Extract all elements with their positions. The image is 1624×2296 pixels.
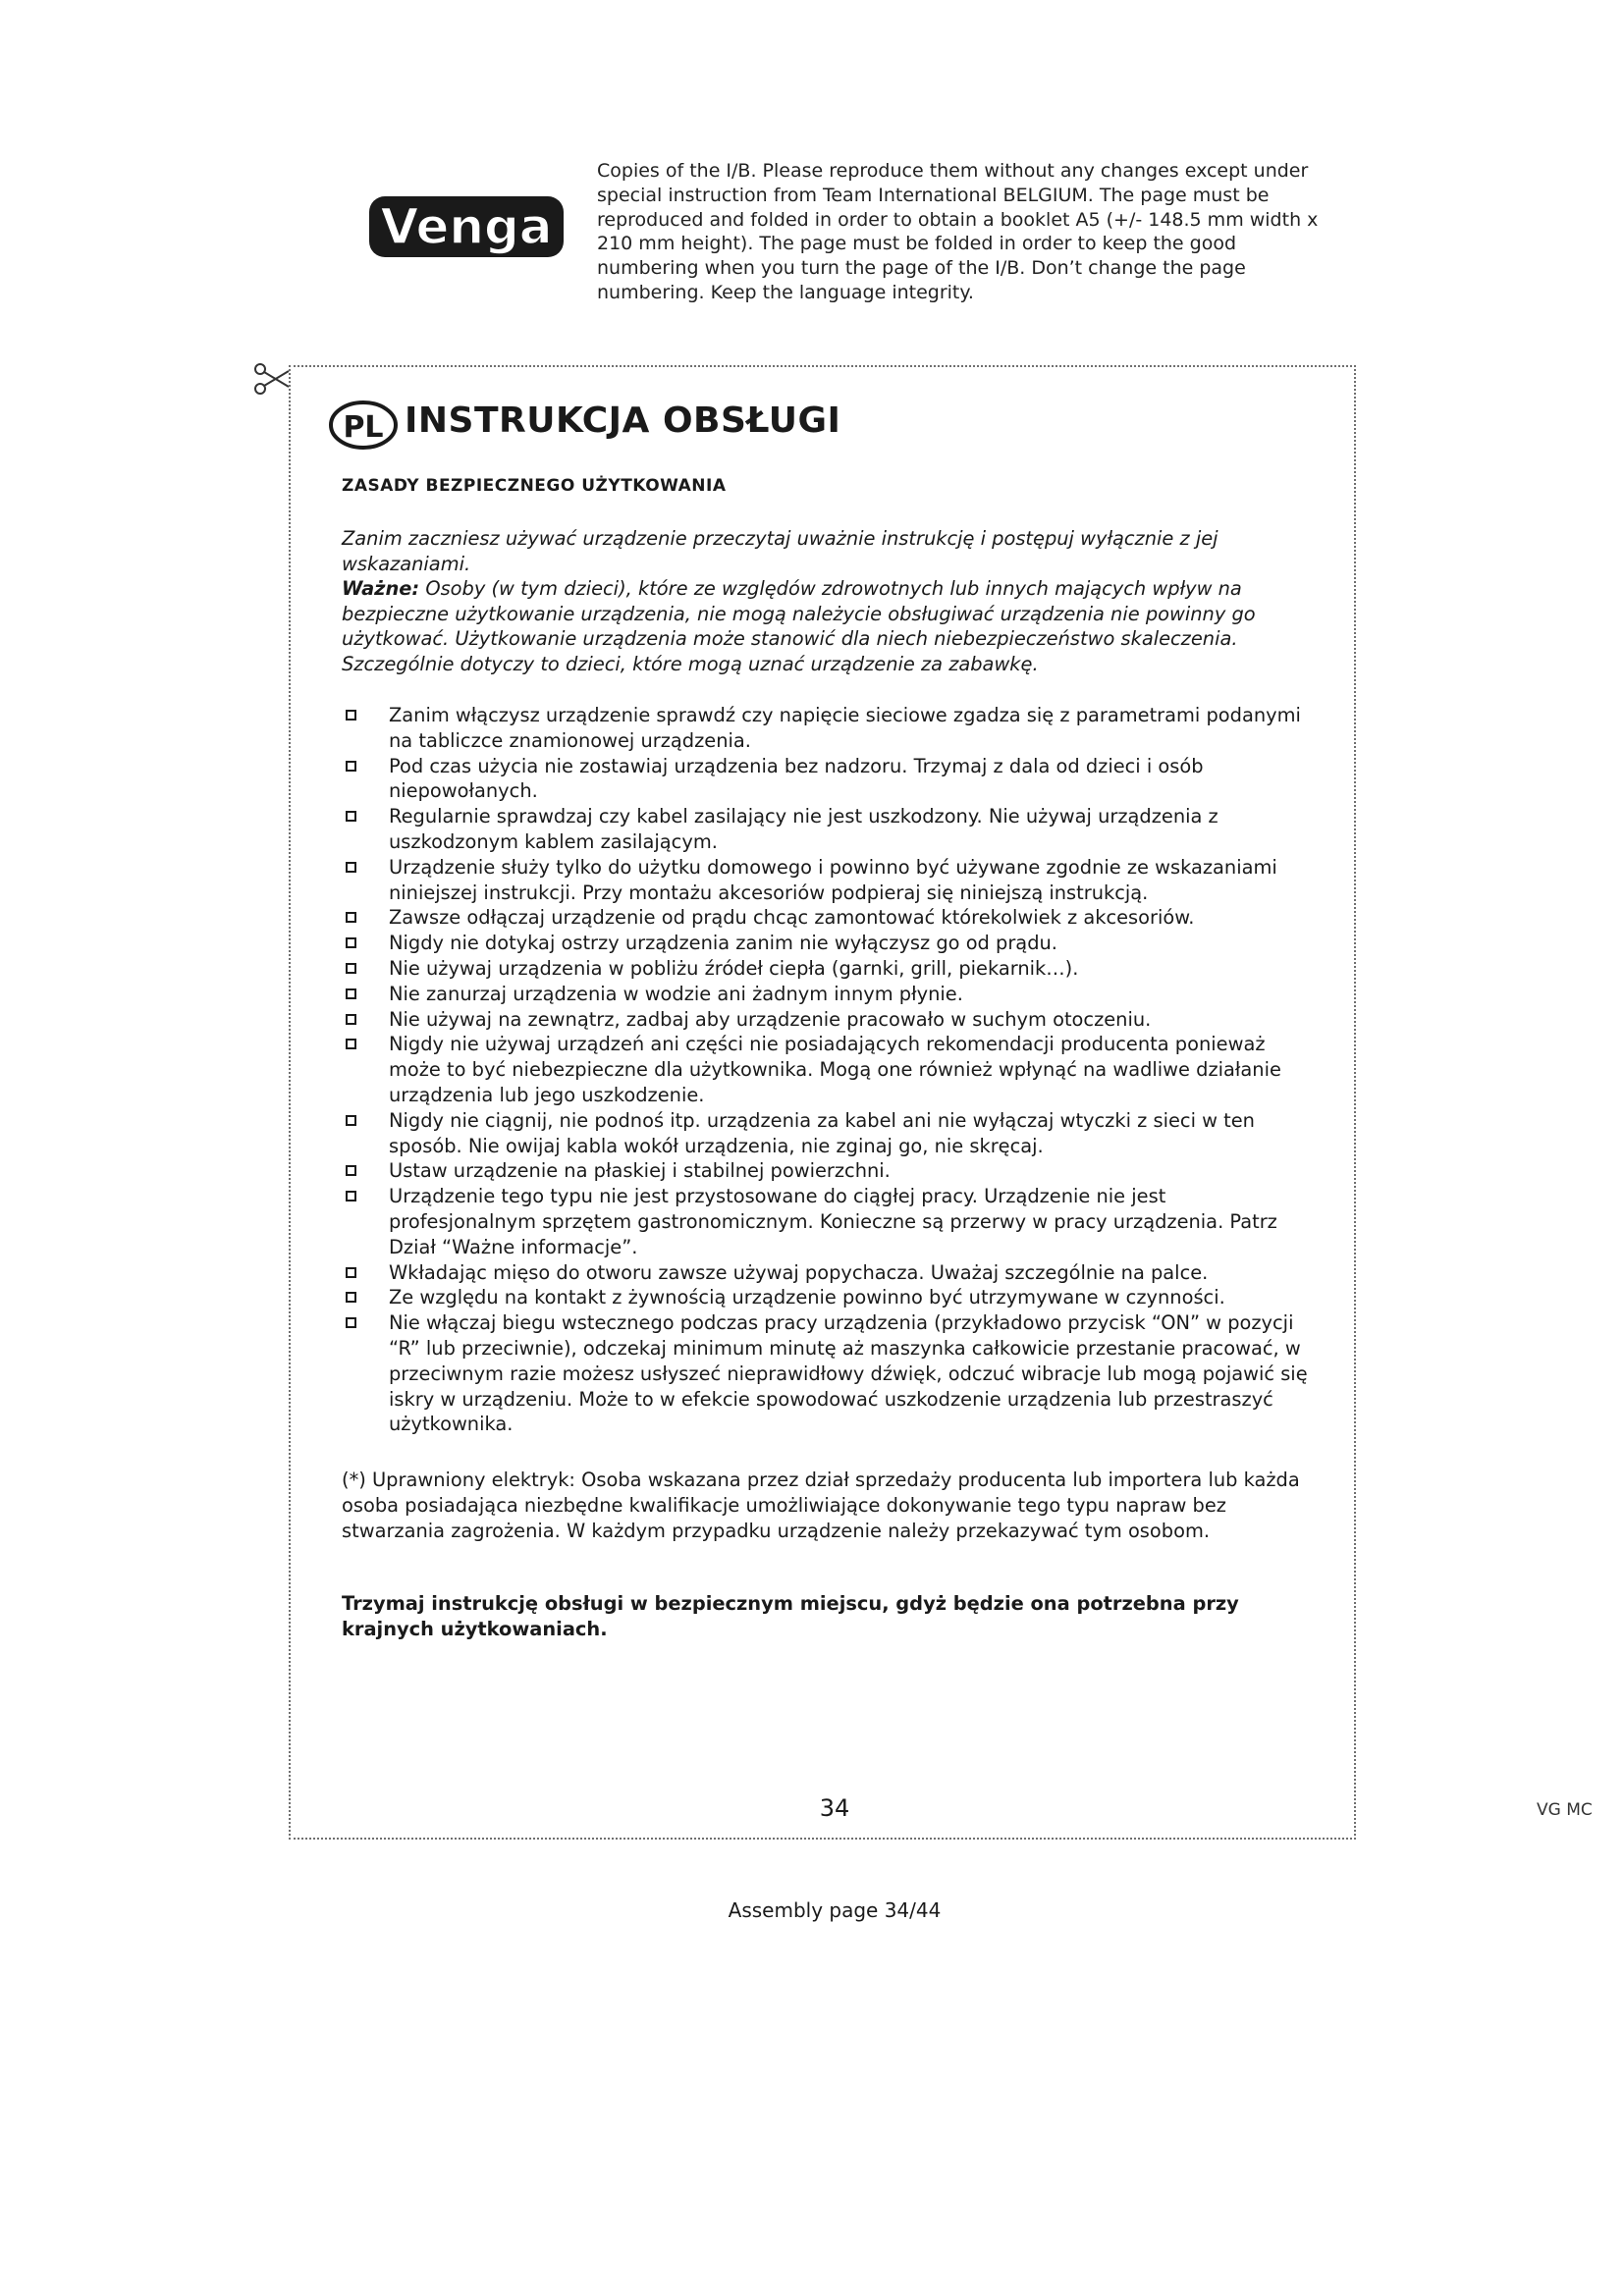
checkbox-bullet-icon — [346, 1267, 356, 1278]
checkbox-bullet-icon — [346, 1039, 356, 1049]
checkbox-bullet-icon — [346, 761, 356, 772]
list-item: Urządzenie tego typu nie jest przystosowane do ciągłej pracy. Urządzenie nie jest profesjonalnym sprzętem gastronomicznym. Konieczne są przerwy w pracy urządzenia. Patrz Dział “Ważne informacje”. — [342, 1184, 1314, 1259]
venga-logo-text: Venga — [380, 198, 553, 255]
list-item: Pod czas użycia nie zostawiaj urządzenia bez nadzoru. Trzymaj z dala od dzieci i osób niepowołanych. — [342, 754, 1314, 805]
list-item: Regularnie sprawdzaj czy kabel zasilający nie jest uszkodzony. Nie używaj urządzenia z uszkodzonym kablem zasilającym. — [342, 804, 1314, 855]
warning-text: Osoby (w tym dzieci), które ze względów zdrowotnych lub innych mających wpływ na bezpieczne użytkowanie urządzenia, nie mogą należycie obsługiwać urządzenia nie powinny go użytkować. Użytkowanie urządzenia może stanowić dla niech niebezpieczeństwo skaleczenia. Szczególnie dotyczy to dzieci, które mogą uznać urządzenie za zabawkę. — [342, 577, 1256, 675]
page-number: 34 — [819, 1794, 850, 1822]
checkbox-bullet-icon — [346, 988, 356, 999]
checkbox-bullet-icon — [346, 937, 356, 948]
checkbox-bullet-icon — [346, 1014, 356, 1025]
checkbox-bullet-icon — [346, 1165, 356, 1176]
checkbox-bullet-icon — [346, 862, 356, 873]
print-instruction-note: Copies of the I/B. Please reproduce them without any changes except under special instruction from Team International BELGIUM. The page must be reproduced and folded in order to obtain a booklet A5 (+/- 148.5 mm width x 210 mm height). The page must be folded in order to keep the good numbering when you turn the page of the I/B. Don’t change the page numbering. Keep the language integrity. — [597, 160, 1319, 303]
list-item: Wkładając mięso do otworu zawsze używaj popychacza. Uważaj szczególnie na palce. — [342, 1260, 1314, 1286]
list-item: Nie używaj na zewnątrz, zadbaj aby urządzenie pracowało w suchym otoczeniu. — [342, 1007, 1314, 1033]
list-item: Ze względu na kontakt z żywnością urządzenie powinno być utrzymywane w czynności. — [342, 1285, 1314, 1310]
list-item: Nigdy nie dotykaj ostrzy urządzenia zanim nie wyłączysz go od prądu. — [342, 931, 1314, 956]
list-item: Nie włączaj biegu wstecznego podczas pracy urządzenia (przykładowo przycisk “ON” w pozycji “R” lub przeciwnie), odczekaj minimum minutę aż maszynka całkowicie przestanie pracować, w przeciwnym razie możesz usłyszeć nieprawidłowy dźwięk, odczuć wibracje lub mogą pojawić się iskry w urządzeniu. Może to w efekcie spowodować uszkodzenie urządzenia lub przestraszyć użytkownika. — [342, 1310, 1314, 1437]
list-item: Nigdy nie używaj urządzeń ani części nie posiadających rekomendacji producenta ponieważ może to być niebezpieczne dla użytkownika. Mogą one również wpłynąć na wadliwe działanie urządzenia lub jego uszkodzenie. — [342, 1032, 1314, 1107]
warning-label: Ważne: — [342, 577, 420, 601]
intro-text: Zanim zaczniesz używać urządzenie przeczytaj uważnie instrukcję i postępuj wyłącznie z jej wskazaniami. — [342, 527, 1218, 575]
list-item: Nie używaj urządzenia w pobliżu źródeł ciepła (garnki, grill, piekarnik…). — [342, 956, 1314, 982]
safety-rules-list — [342, 703, 1314, 1437]
checkbox-bullet-icon — [346, 1191, 356, 1201]
list-item: Zanim włączysz urządzenie sprawdź czy napięcie sieciowe zgadza się z parametrami podanymi na tabliczce znamionowej urządzenia. — [342, 703, 1314, 754]
checkbox-bullet-icon — [346, 912, 356, 923]
intro-paragraph — [342, 526, 1314, 677]
list-item: Nie zanurzaj urządzenia w wodzie ani żadnym innym płynie. — [342, 982, 1314, 1007]
venga-logo-graphic — [365, 187, 568, 265]
checkbox-bullet-icon — [346, 963, 356, 974]
checkbox-bullet-icon — [346, 811, 356, 822]
assembly-page-label: Assembly page 34/44 — [728, 1898, 942, 1922]
language-badge — [326, 399, 401, 452]
section-heading: ZASADY BEZPIECZNEGO UŻYTKOWANIA — [342, 476, 727, 496]
checkbox-bullet-icon — [346, 710, 356, 721]
checkbox-bullet-icon — [346, 1115, 356, 1126]
list-item: Ustaw urządzenie na płaskiej i stabilnej powierzchni. — [342, 1158, 1314, 1184]
page-title: INSTRUKCJA OBSŁUGI — [405, 400, 841, 441]
language-code: PL — [343, 410, 384, 445]
scissors-icon — [251, 361, 291, 397]
venga-logo — [365, 187, 568, 265]
keep-manual-note: Trzymaj instrukcję obsługi w bezpiecznym miejscu, gdyż będzie ona potrzebna przy krajnych użytkowaniach. — [342, 1592, 1239, 1640]
list-item: Zawsze odłączaj urządzenie od prądu chcąc zamontować którekolwiek z akcesoriów. — [342, 905, 1314, 931]
checkbox-bullet-icon — [346, 1292, 356, 1303]
model-code: VG MC — [1537, 1800, 1593, 1820]
electrician-footnote: (*) Uprawniony elektryk: Osoba wskazana przez dział sprzedaży producenta lub importera lub każda osoba posiadająca niezbędne kwalifikacje umożliwiające dokonywanie tego typu napraw bez stwarzania zagrożenia. W każdym przypadku urządzenie należy przekazywać tym osobom. — [342, 1468, 1300, 1542]
list-item: Urządzenie służy tylko do użytku domowego i powinno być używane zgodnie ze wskazaniami niniejszej instrukcji. Przy montażu akcesoriów podpieraj się niniejszą instrukcją. — [342, 855, 1314, 906]
checkbox-bullet-icon — [346, 1317, 356, 1328]
list-item: Nigdy nie ciągnij, nie podnoś itp. urządzenia za kabel ani nie wyłączaj wtyczki z sieci w ten sposób. Nie owijaj kabla wokół urządzenia, nie zginaj go, nie skręcaj. — [342, 1108, 1314, 1159]
